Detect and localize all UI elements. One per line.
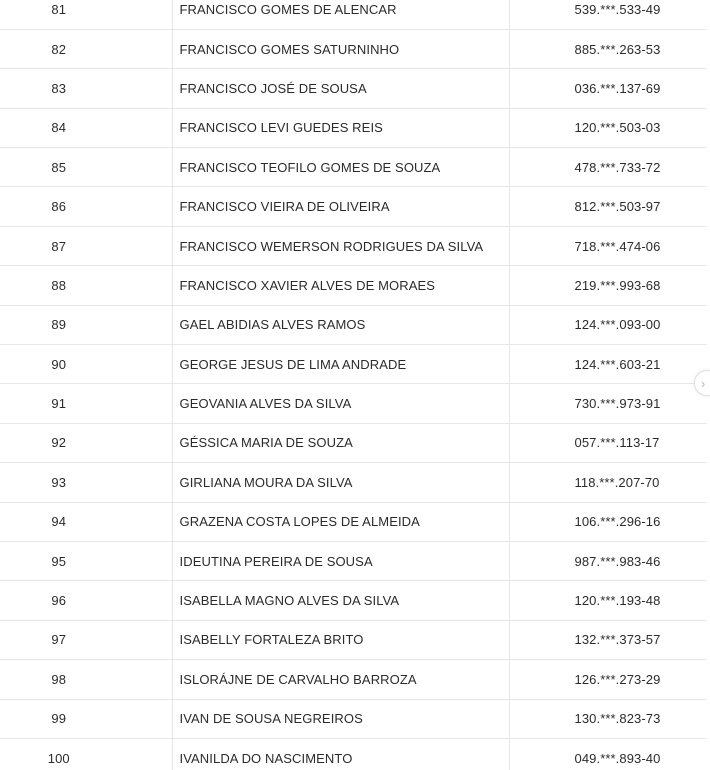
- row-cpf: 478.***.733-72: [509, 148, 706, 187]
- table-row: [0, 0, 706, 29]
- table-row: [0, 69, 706, 108]
- row-name: ISABELLY FORTALEZA BRITO: [172, 620, 509, 659]
- table-row: [0, 620, 706, 659]
- row-number: 95: [0, 541, 172, 580]
- row-cpf: 106.***.296-16: [509, 502, 706, 541]
- row-cpf: 885.***.263-53: [509, 29, 706, 68]
- row-name: GEOVANIA ALVES DA SILVA: [172, 384, 509, 423]
- row-name: ISLORÁJNE DE CARVALHO BARROZA: [172, 660, 509, 699]
- row-number: 87: [0, 226, 172, 265]
- row-number: 84: [0, 108, 172, 147]
- row-number: 99: [0, 699, 172, 738]
- row-name: FRANCISCO LEVI GUEDES REIS: [172, 108, 509, 147]
- row-cpf: 132.***.373-57: [509, 620, 706, 659]
- row-name: ISABELLA MAGNO ALVES DA SILVA: [172, 581, 509, 620]
- table-row: [0, 738, 706, 770]
- row-cpf: 118.***.207-70: [509, 463, 706, 502]
- row-cpf: 057.***.113-17: [509, 423, 706, 462]
- row-cpf: 130.***.823-73: [509, 699, 706, 738]
- row-number: 97: [0, 620, 172, 659]
- row-name: GAEL ABIDIAS ALVES RAMOS: [172, 305, 509, 344]
- row-cpf: 126.***.273-29: [509, 660, 706, 699]
- row-name: IVAN DE SOUSA NEGREIROS: [172, 699, 509, 738]
- row-number: 81: [0, 0, 172, 29]
- row-name: IDEUTINA PEREIRA DE SOUSA: [172, 541, 509, 580]
- row-number: 86: [0, 187, 172, 226]
- table-row: [0, 581, 706, 620]
- table-row: [0, 148, 706, 187]
- row-name: FRANCISCO GOMES SATURNINHO: [172, 29, 509, 68]
- row-cpf: 049.***.893-40: [509, 738, 706, 770]
- table-row: [0, 660, 706, 699]
- table-row: [0, 384, 706, 423]
- row-name: FRANCISCO XAVIER ALVES DE MORAES: [172, 266, 509, 305]
- row-name: FRANCISCO GOMES DE ALENCAR: [172, 0, 509, 29]
- table-row: [0, 463, 706, 502]
- row-cpf: 539.***.533-49: [509, 0, 706, 29]
- row-cpf: 987.***.983-46: [509, 541, 706, 580]
- row-name: IVANILDA DO NASCIMENTO: [172, 738, 509, 770]
- row-number: 89: [0, 305, 172, 344]
- table-row: [0, 226, 706, 265]
- row-number: 92: [0, 423, 172, 462]
- row-name: FRANCISCO TEOFILO GOMES DE SOUZA: [172, 148, 509, 187]
- row-name: FRANCISCO WEMERSON RODRIGUES DA SILVA: [172, 226, 509, 265]
- table-row: [0, 699, 706, 738]
- row-cpf: 120.***.193-48: [509, 581, 706, 620]
- row-cpf: 812.***.503-97: [509, 187, 706, 226]
- row-number: 91: [0, 384, 172, 423]
- table-row: [0, 187, 706, 226]
- row-name: FRANCISCO VIEIRA DE OLIVEIRA: [172, 187, 509, 226]
- table-row: [0, 108, 706, 147]
- row-cpf: 124.***.603-21: [509, 345, 706, 384]
- row-name: GÉSSICA MARIA DE SOUZA: [172, 423, 509, 462]
- table-row: [0, 345, 706, 384]
- table-row: [0, 541, 706, 580]
- row-name: GIRLIANA MOURA DA SILVA: [172, 463, 509, 502]
- table-row: [0, 305, 706, 344]
- row-number: 85: [0, 148, 172, 187]
- row-name: GEORGE JESUS DE LIMA ANDRADE: [172, 345, 509, 384]
- row-number: 94: [0, 502, 172, 541]
- table-row: [0, 266, 706, 305]
- row-number: 82: [0, 29, 172, 68]
- row-cpf: 036.***.137-69: [509, 69, 706, 108]
- row-cpf: 219.***.993-68: [509, 266, 706, 305]
- row-cpf: 120.***.503-03: [509, 108, 706, 147]
- row-cpf: 124.***.093-00: [509, 305, 706, 344]
- table-row: [0, 423, 706, 462]
- row-number: 100: [0, 738, 172, 770]
- row-cpf: 730.***.973-91: [509, 384, 706, 423]
- row-number: 88: [0, 266, 172, 305]
- row-number: 93: [0, 463, 172, 502]
- row-name: GRAZENA COSTA LOPES DE ALMEIDA: [172, 502, 509, 541]
- row-cpf: 718.***.474-06: [509, 226, 706, 265]
- row-number: 83: [0, 69, 172, 108]
- chevron-right-icon: ›: [701, 375, 706, 391]
- table-row: [0, 502, 706, 541]
- table-row: [0, 29, 706, 68]
- row-number: 90: [0, 345, 172, 384]
- row-number: 96: [0, 581, 172, 620]
- row-number: 98: [0, 660, 172, 699]
- row-name: FRANCISCO JOSÉ DE SOUSA: [172, 69, 509, 108]
